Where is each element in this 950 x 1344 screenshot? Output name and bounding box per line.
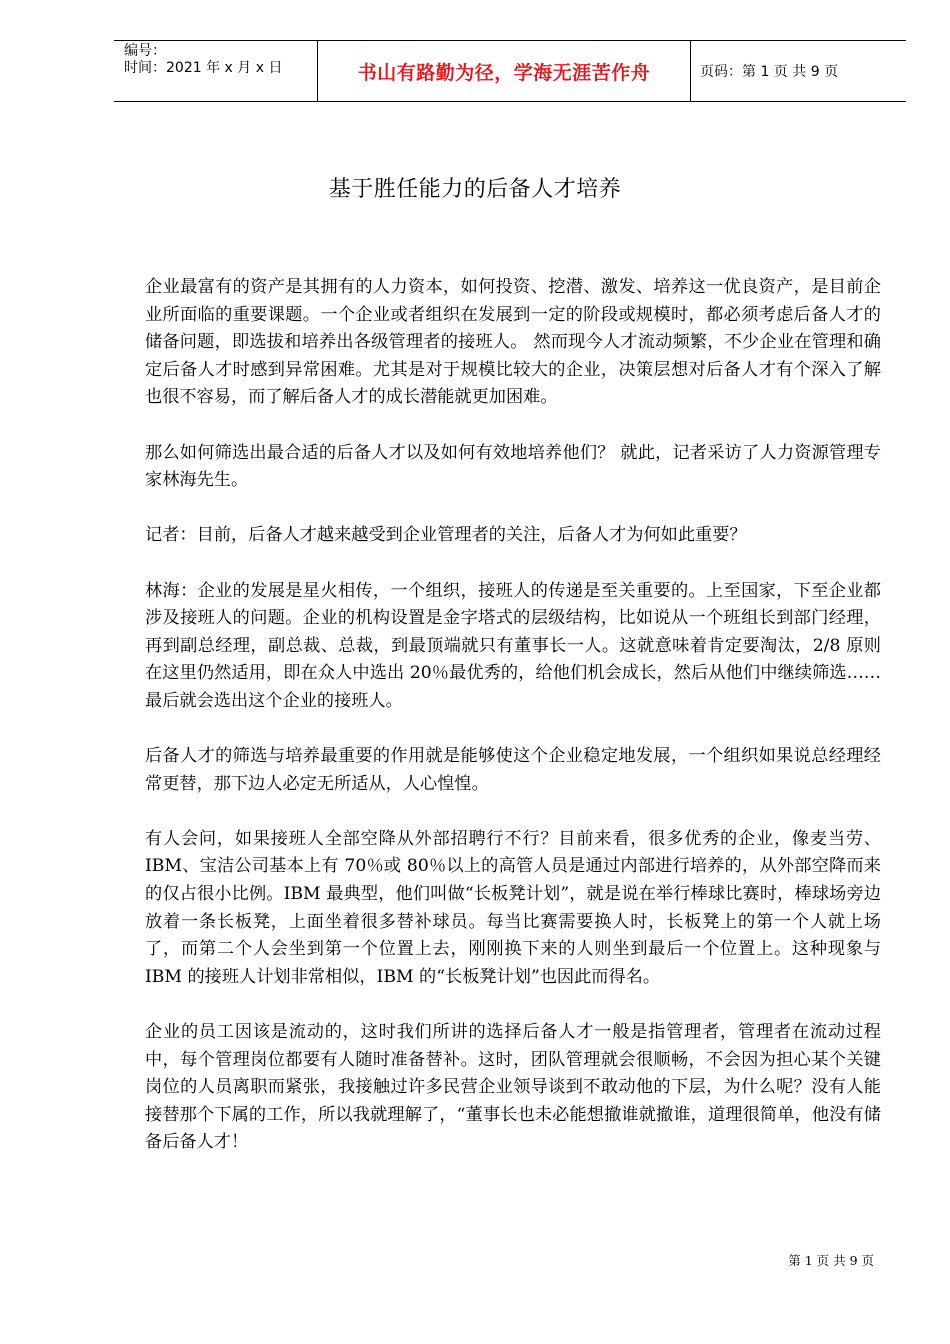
paragraph: 有人会问，如果接班人全部空降从外部招聘行不行？目前来看，很多优秀的企业，像麦当劳、IBM、宝洁公司基本上有 70％或 80％以上的高管人员是通过内部进行培养的，从外部空降而来的仅占很小比例。IBM 最典型，他们叫做“长板凳计划”，就是说在举行棒球比赛时，棒球场旁边放着一条长板凳，上面坐着很多替补球员。每当比赛需要换人时，长板凳上的第一个人就上场了，而第二个人会坐到第一个位置上去，刚刚换下来的人则坐到最后一个位置上。这种现象与 IBM 的接班人计划非常相似，IBM 的“长板凳计划”也因此而得名。 <box>145 828 881 987</box>
paragraph: 那么如何筛选出最合适的后备人才以及如何有效地培养他们？ 就此，记者采访了人力资源管理专家林海先生。 <box>145 442 881 491</box>
document-title: 基于胜任能力的后备人才培养 <box>328 177 622 202</box>
document-body <box>145 274 881 1185</box>
number-label: 编号： <box>124 43 166 59</box>
header-motto: 书山有路勤为径，学海无涯苦作舟 <box>317 41 691 101</box>
paragraph: 后备人才的筛选与培养最重要的作用就是能够使这个企业稳定地发展，一个组织如果说总经理经常更替，那下边人必定无所适从，人心惶惶。 <box>145 746 881 794</box>
time-label: 时间：2021 年 x 月 x 日 <box>124 60 283 76</box>
header-meta <box>114 41 317 101</box>
header-page-info: 页码：第 1 页 共 9 页 <box>700 64 839 80</box>
paragraph: 记者：目前，后备人才越来越受到企业管理者的关注，后备人才为何如此重要？ <box>145 525 747 546</box>
page-header <box>114 40 906 102</box>
paragraph: 林海：企业的发展是星火相传，一个组织，接班人的传递是至关重要的。上至国家，下至企业都涉及接班人的问题。企业的机构设置是金字塔式的层级结构，比如说从一个班组长到部门经理，再到副总经理，副总裁、总裁，到最顶端就只有董事长一人。这就意味着肯定要淘汰，2/8 原则在这里仍然适用，即在众人中选出 20％最优秀的，给他们机会成长，然后从他们中继续筛选……最后就会选出这个企业的接班人。 <box>145 580 881 711</box>
page-footer: 第 1 页 共 9 页 <box>788 1253 874 1268</box>
paragraph: 企业最富有的资产是其拥有的人力资本，如何投资、挖潜、激发、培养这一优良资产，是目前企业所面临的重要课题。一个企业或者组织在发展到一定的阶段或规模时，都必须考虑后备人才的储备问题，即选拔和培养出各级管理者的接班人。 然而现今人才流动频繁，不少企业在管理和确定后备人才时感到异常困难。尤其是对于规模比较大的企业，决策层想对后备人才有个深入了解也很不容易，而了解后备人才的成长潜能就更加困难。 <box>145 277 881 408</box>
paragraph: 企业的员工因该是流动的，这时我们所讲的选择后备人才一般是指管理者，管理者在流动过程中，每个管理岗位都要有人随时准备替补。这时，团队管理就会很顺畅，不会因为担心某个关键岗位的人员离职而紧张，我接触过许多民营企业领导谈到不敢动他的下层，为什么呢？没有人能接替那个下属的工作，所以我就理解了，“董事长也未必能想撤谁就撤谁，道理很简单，他没有储备后备人才！ <box>145 1022 881 1153</box>
